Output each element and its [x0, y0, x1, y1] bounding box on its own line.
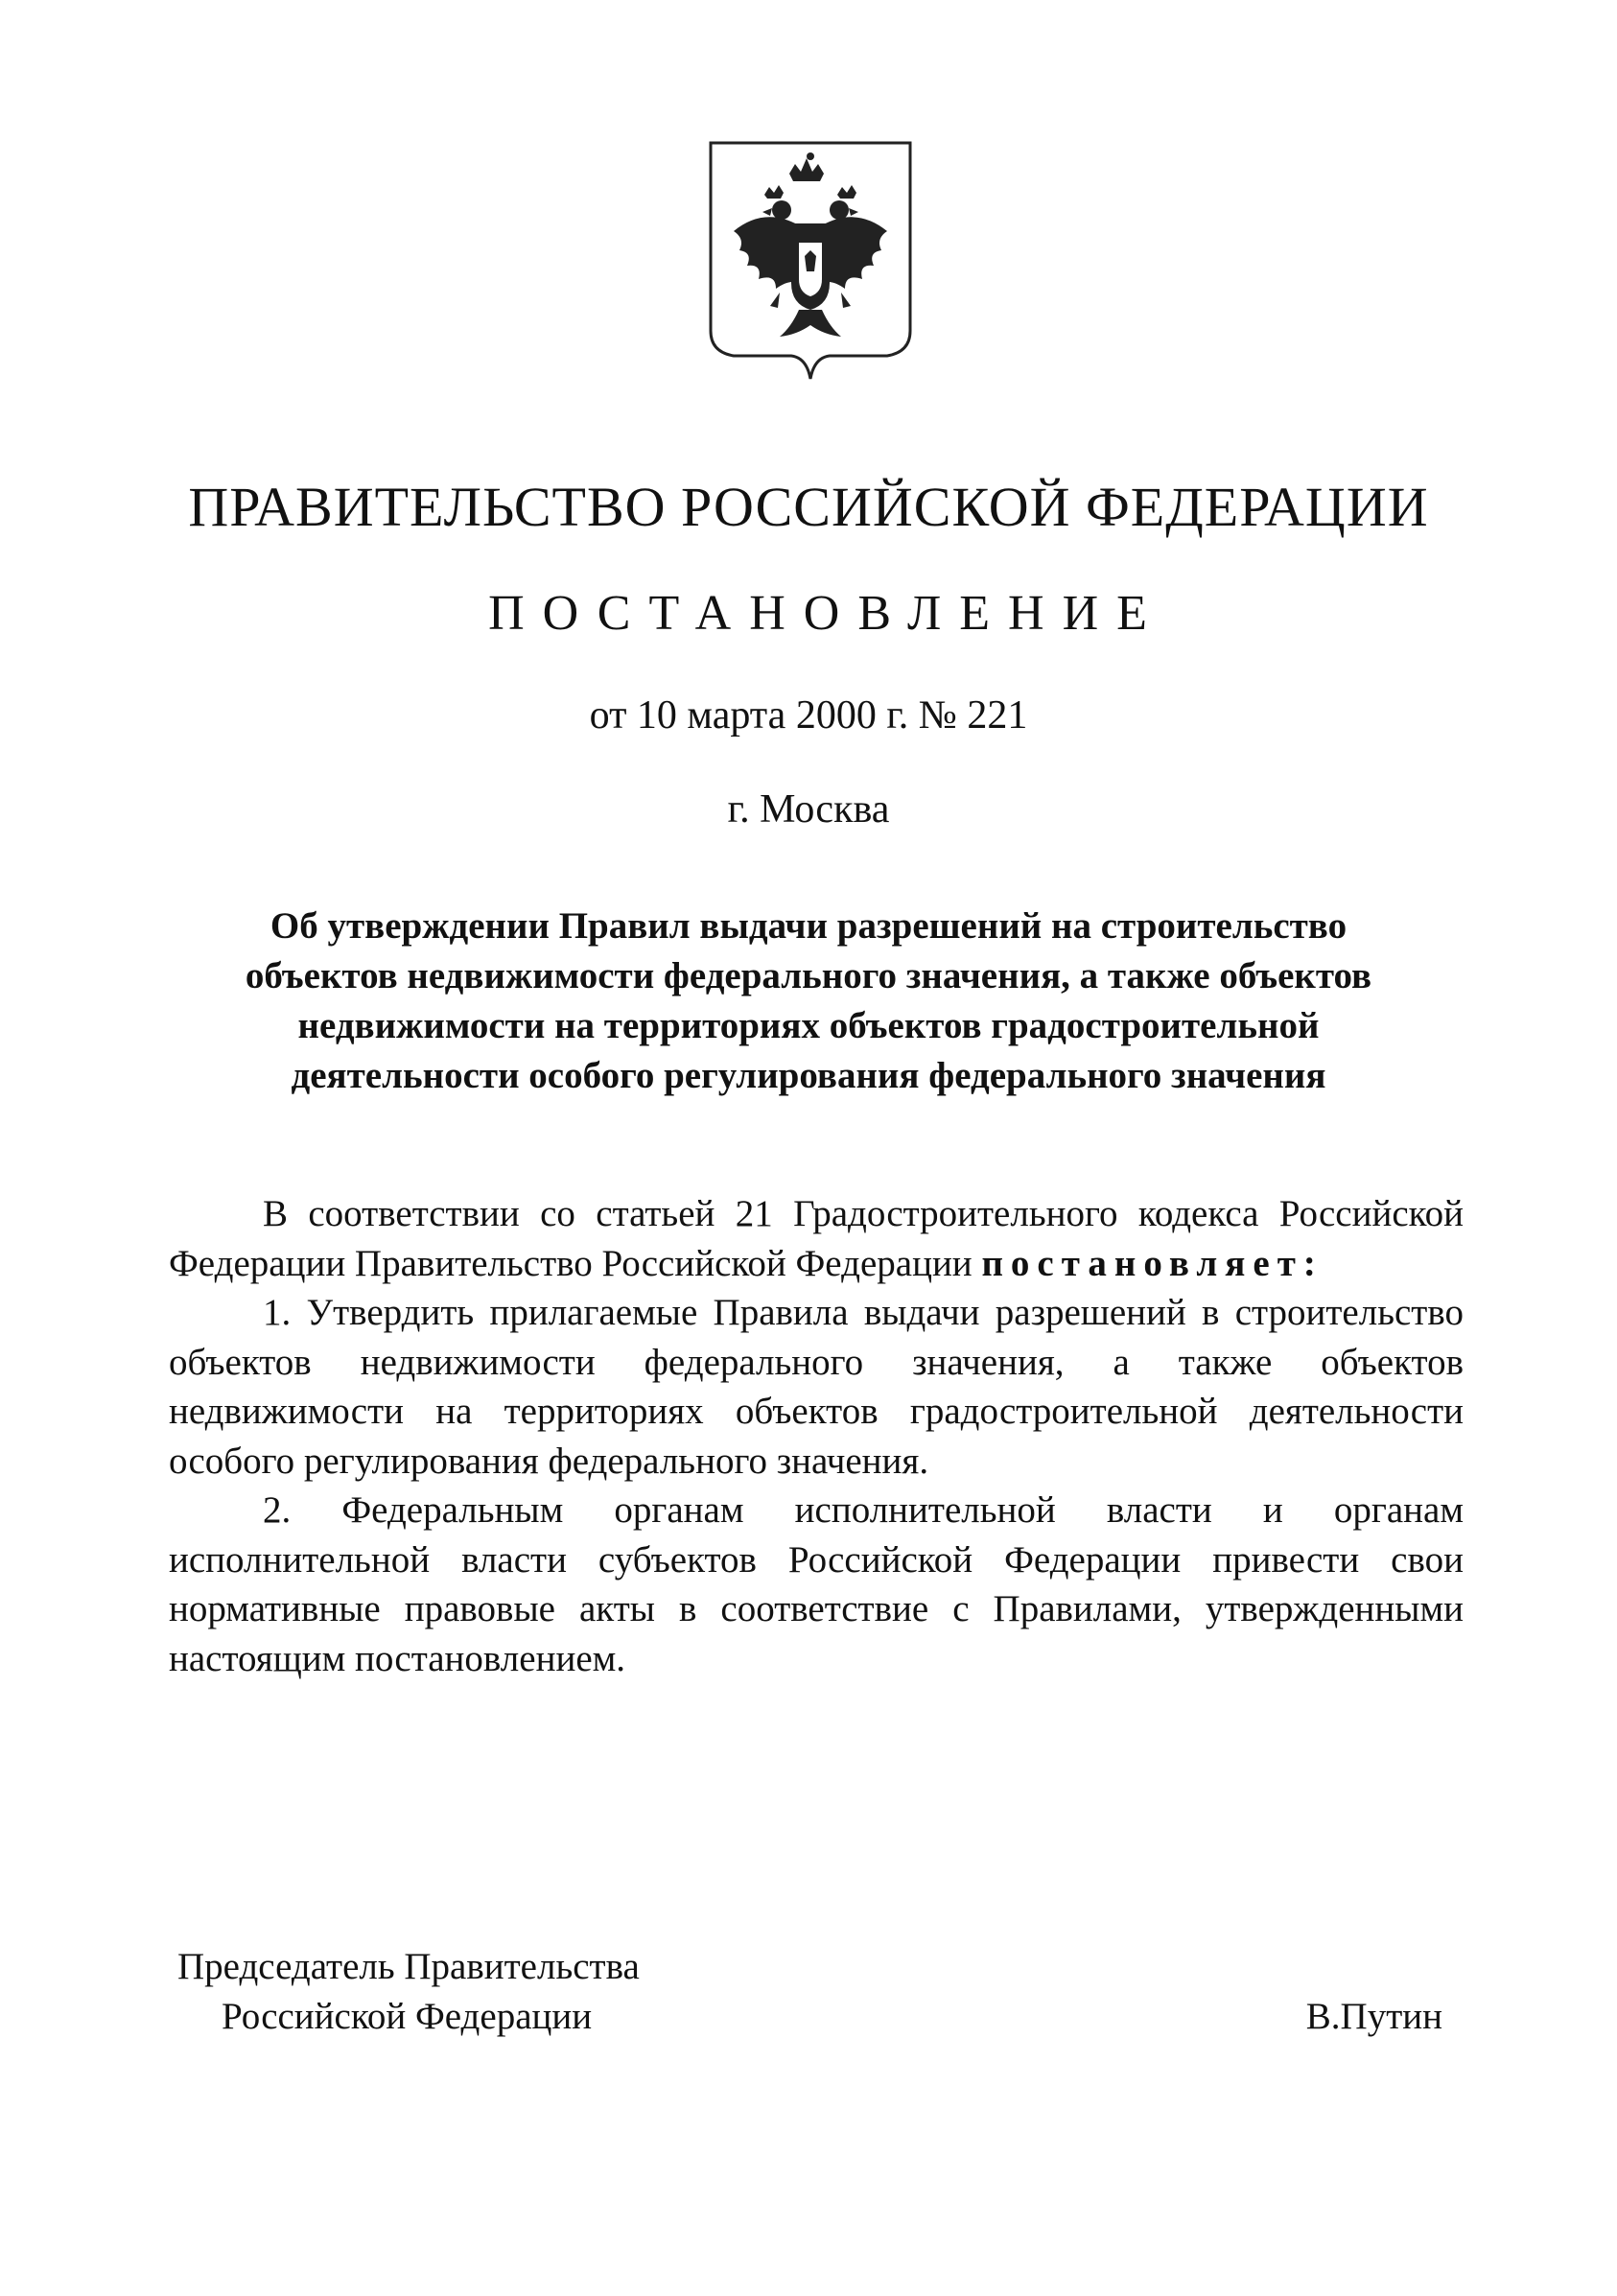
signatory-position [177, 1942, 640, 2042]
decree-word: постановляет: [981, 1242, 1324, 1284]
subject-line: недвижимости на территориях объектов градостроительной [297, 1005, 1320, 1046]
document-date-number: от 10 марта 2000 г. № 221 [589, 693, 1028, 738]
signatory-position-line-1: Председатель Правительства [177, 1946, 640, 1987]
document-city: г. Москва [727, 787, 890, 832]
subject-line: объектов недвижимости федерального значения, а также объектов [245, 955, 1372, 996]
signatory-name: В.Путин [1305, 1996, 1442, 2037]
subject-line: Об утверждении Правил выдачи разрешений на строительство [270, 905, 1348, 947]
organization-title: ПРАВИТЕЛЬСТВО РОССИЙСКОЙ ФЕДЕРАЦИИ [188, 476, 1429, 538]
item-2-paragraph: 2. Федеральным органам исполнительной власти и органам исполнительной власти субъектов Российской Федерации привести свои нормативные правовые акты в соответствие с Правилами, утвержденными настоящим постановлением. [169, 1489, 1464, 1679]
intro-text: В соответствии со статьей 21 Градостроительного кодекса Российской Федерации Правительство Российской Федерации [169, 1193, 1464, 1284]
document-type: ПОСТАНОВЛЕНИЕ [488, 586, 1165, 641]
subject-line: деятельности особого регулирования федерального значения [291, 1055, 1326, 1096]
document-subject [144, 902, 1473, 1101]
item-1-paragraph: 1. Утвердить прилагаемые Правила выдачи разрешений в строительство объектов недвижимости федерального значения, а также объектов недвижимости на территориях объектов градостроительной деятельности особого регулирования федерального значения. [169, 1292, 1464, 1482]
russian-coat-of-arms-icon [707, 139, 914, 383]
intro-paragraph [169, 1189, 1464, 1288]
signatory-position-line-2: Российской Федерации [222, 1996, 593, 2037]
document-body [169, 1189, 1464, 1683]
